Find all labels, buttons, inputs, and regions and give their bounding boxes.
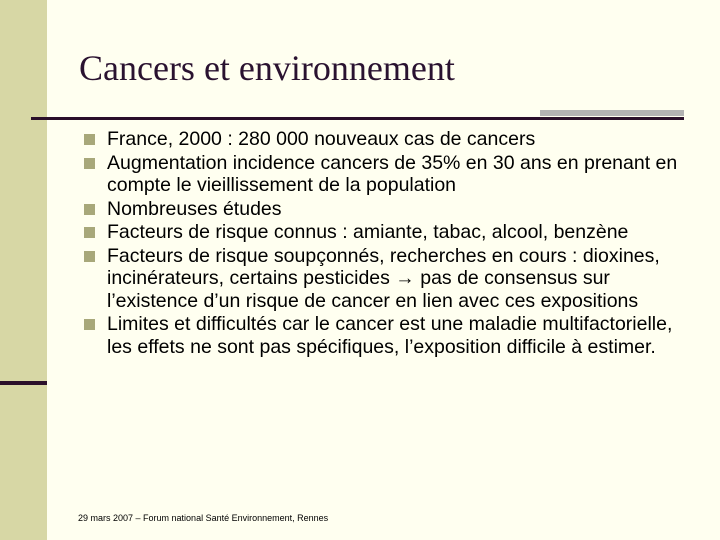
square-bullet-icon: [84, 204, 95, 215]
square-bullet-icon: [84, 251, 95, 262]
bullet-item: [82, 152, 682, 197]
bullet-item: [82, 198, 682, 221]
side-accent-bar: [0, 381, 47, 385]
bullet-text: Augmentation incidence cancers de 35% en 30 ans en prenant en compte le vieillissement de la population: [107, 151, 678, 196]
square-bullet-icon: [84, 158, 95, 169]
square-bullet-icon: [84, 134, 95, 145]
bullet-text: Limites et difficultés car le cancer est une maladie multifactorielle, les effets ne sont pas spécifiques, l’exposition difficile à estimer.: [107, 313, 673, 358]
square-bullet-icon: [84, 319, 95, 330]
bullet-text: France, 2000 : 280 000 nouveaux cas de cancers: [107, 128, 536, 150]
bullet-list: [82, 128, 682, 359]
bullet-item: [82, 221, 682, 244]
title-rule: [31, 117, 684, 120]
bullet-text: Facteurs de risque connus : amiante, tabac, alcool, benzène: [107, 221, 629, 243]
bullet-item: [82, 245, 682, 313]
bullet-item: [82, 128, 682, 151]
bullet-item: [82, 313, 682, 358]
slide-footer: 29 mars 2007 – Forum national Santé Environnement, Rennes: [78, 513, 329, 523]
square-bullet-icon: [84, 227, 95, 238]
side-band: [0, 0, 47, 540]
bullet-text: Facteurs de risque soupçonnés, recherches en cours : dioxines, incinérateurs, certains pesticides → pas de consensus sur l’existence d’un risque de cancer en lien avec ces expositions: [107, 244, 660, 312]
bullet-text: Nombreuses études: [107, 197, 282, 220]
slide-title: Cancers et environnement: [79, 48, 455, 88]
title-rule-accent: [540, 110, 684, 116]
